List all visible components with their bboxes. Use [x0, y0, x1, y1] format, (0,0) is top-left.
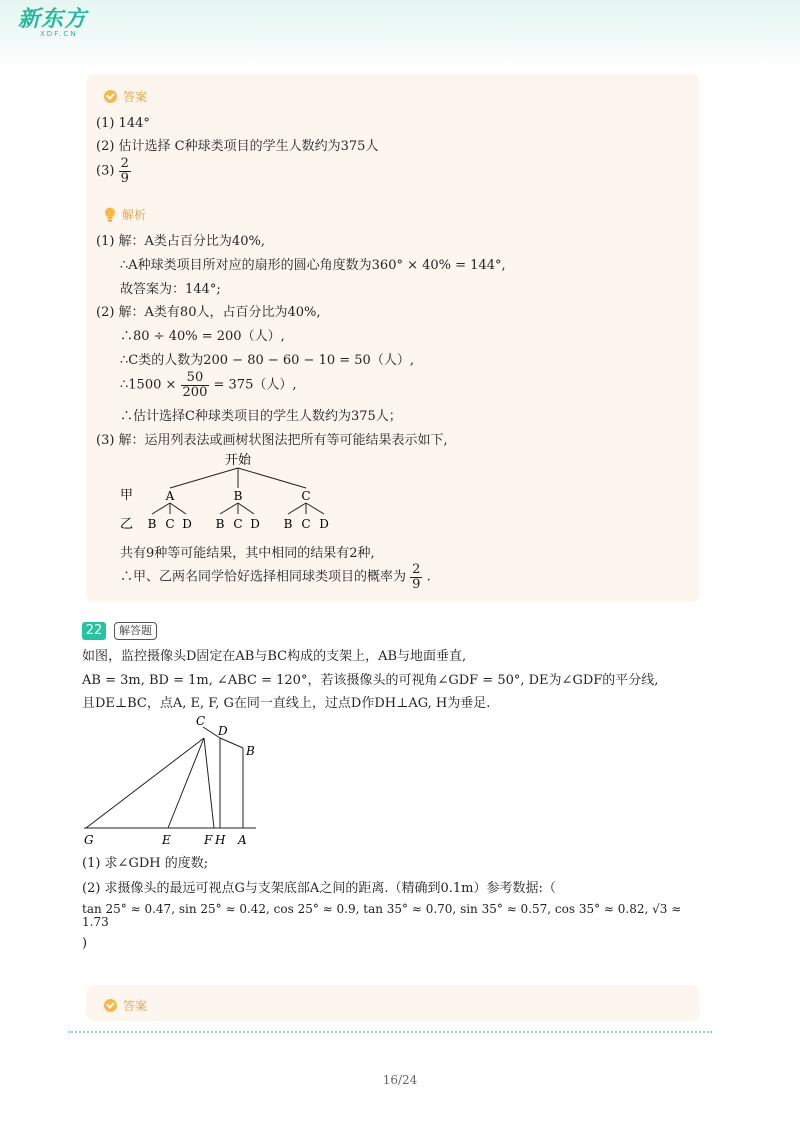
tree-leaf: B — [147, 517, 157, 531]
analysis-line-5: ∴80 ÷ 40% = 200（人）, — [120, 329, 285, 344]
figure-label-e: E — [162, 833, 171, 847]
question-stem-2: AB = 3m, BD = 1m, ∠ABC = 120°，若该摄像头的可视角∠GDF = 50°, DE为∠GDF的平分线, — [82, 673, 659, 688]
figure-label-g: G — [84, 833, 94, 847]
analysis-line-11 — [120, 563, 431, 592]
analysis-fraction-1-num: 50 — [181, 371, 210, 386]
tree-node-b: B — [233, 489, 243, 503]
answer-tag-2-label: 答案 — [123, 999, 148, 1013]
question-sub-5: ) — [82, 936, 88, 951]
geometry-figure — [80, 712, 270, 850]
analysis-line-9: (3) 解：运用列表法或画树状图法把所有等可能结果表示如下, — [96, 433, 448, 448]
answer-item-3-label: (3) — [96, 163, 115, 179]
analysis-fraction-2-num: 2 — [412, 562, 421, 577]
question-sub-2: (2) 求摄像头的最远可视点G与支架底部A之间的距离.（精确到0.1m）参考数据:（ — [82, 881, 556, 896]
answer-item-1: (1) 144° — [96, 116, 150, 131]
analysis-fraction-2 — [410, 563, 422, 592]
analysis-line-8: ∴估计选择C种球类项目的学生人数约为375人； — [120, 409, 402, 424]
question-type-badge: 解答题 — [114, 622, 157, 640]
figure-label-b: B — [246, 744, 255, 758]
check-badge-icon — [104, 999, 117, 1012]
tree-leaf: C — [165, 517, 175, 531]
tree-leaf: D — [250, 517, 260, 531]
answer-item-3 — [96, 157, 131, 186]
answer-tag-2 — [104, 997, 147, 1014]
tree-node-a: A — [165, 489, 175, 503]
analysis-line-11-end: . — [426, 569, 431, 585]
tree-leaf: B — [283, 517, 293, 531]
logo-text: 新东方 — [18, 7, 88, 32]
figure-label-h: H — [215, 833, 226, 847]
tree-leaf: C — [301, 517, 311, 531]
analysis-line-7 — [120, 371, 296, 400]
analysis-fraction-2-den: 9 — [412, 577, 421, 592]
analysis-fraction-1 — [181, 371, 210, 400]
question-sub-1: (1) 求∠GDH 的度数; — [82, 856, 209, 871]
question-sub-3: tan 25° ≈ 0.47, sin 25° ≈ 0.42, cos 25° ≈ 0.9, tan 35° ≈ 0.70, sin 35° ≈ 0.57, cos 35° ≈ 0.82, √3 ≈ — [82, 902, 682, 916]
tree-root: 开始 — [224, 453, 252, 468]
tree-diagram — [118, 450, 338, 538]
analysis-tag-label: 解析 — [122, 208, 147, 222]
page-number: 16/24 — [382, 1073, 418, 1087]
tree-leaf: C — [233, 517, 243, 531]
analysis-line-11-text: ∴甲、乙两名同学恰好选择相同球类项目的概率为 — [120, 569, 407, 585]
check-badge-icon — [104, 90, 117, 103]
answer-tag — [104, 88, 147, 105]
question-number: 22 — [82, 622, 106, 640]
logo-subtext: XDF.CN — [40, 30, 78, 38]
tree-leaf: B — [215, 517, 225, 531]
analysis-fraction-1-den: 200 — [182, 385, 208, 400]
analysis-line-6: ∴C类的人数为200 − 80 − 60 − 10 = 50（人）, — [120, 353, 414, 368]
answer-tag-label: 答案 — [123, 90, 148, 104]
answer-panel-2 — [86, 985, 700, 1021]
header-band — [0, 0, 800, 70]
figure-label-d: D — [218, 724, 228, 738]
tree-node-c: C — [301, 489, 311, 503]
lightbulb-icon — [104, 207, 116, 222]
analysis-line-4: (2) 解：A类有80人，占百分比为40%, — [96, 305, 321, 320]
analysis-tag — [104, 206, 146, 223]
logo — [18, 8, 87, 38]
analysis-line-2: ∴A种球类项目所对应的扇形的圆心角度数为360° × 40% = 144°, — [120, 258, 506, 273]
answer-item-2: (2) 估计选择 C种球类项目的学生人数约为375人 — [96, 139, 379, 154]
analysis-line-1: (1) 解：A类占百分比为40%, — [96, 234, 265, 249]
tree-row2-label: 乙 — [120, 517, 134, 532]
analysis-line-10: 共有9种等可能结果，其中相同的结果有2种, — [120, 546, 375, 561]
tree-row1-label: 甲 — [120, 488, 134, 503]
answer-fraction-num: 2 — [120, 156, 129, 171]
answer-fraction-den: 9 — [120, 171, 129, 186]
analysis-line-3: 故答案为：144°; — [120, 282, 221, 297]
figure-label-f: F — [204, 833, 213, 847]
tree-leaf: D — [319, 517, 329, 531]
figure-label-a: A — [238, 833, 247, 847]
dotted-divider — [68, 1031, 712, 1033]
answer-fraction — [119, 157, 131, 186]
analysis-line-7-right: = 375（人）, — [213, 377, 297, 393]
question-sub-4: 1.73 — [82, 915, 109, 929]
question-stem-1: 如图，监控摄像头D固定在AB与BC构成的支架上，AB与地面垂直, — [82, 649, 467, 664]
analysis-line-7-left: ∴1500 × — [120, 377, 177, 393]
figure-label-c: C — [196, 714, 206, 728]
tree-leaf: D — [182, 517, 192, 531]
question-stem-3: 且DE⊥BC，点A, E, F, G在同一直线上，过点D作DH⊥AG, H为垂足. — [82, 696, 491, 711]
